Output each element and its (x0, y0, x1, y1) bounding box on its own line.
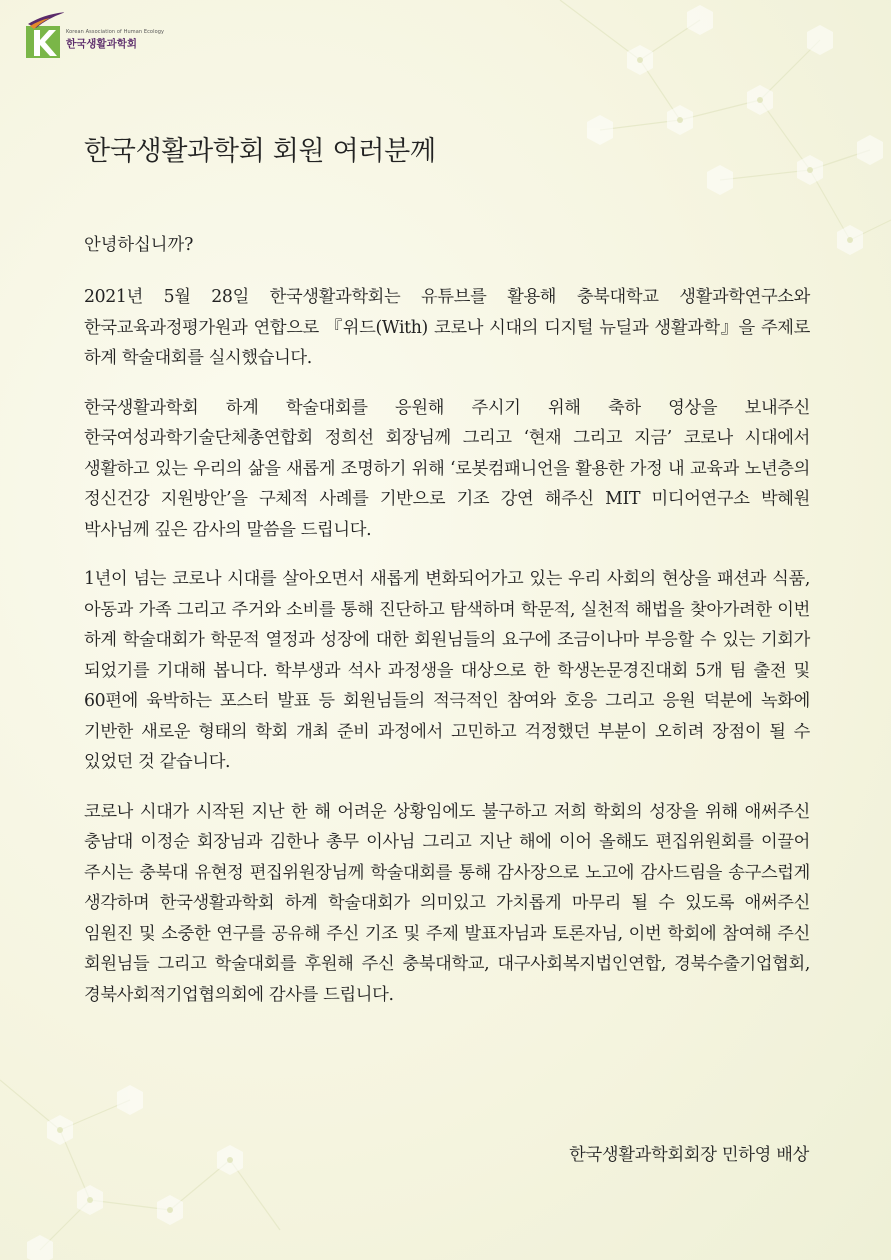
letter-body (84, 128, 810, 1029)
logo-english-name: Korean Association of Human Ecology (66, 29, 165, 35)
letter-title: 한국생활과학회 회원 여러분께 (84, 136, 436, 167)
letter-greeting: 안녕하십니까? (84, 235, 194, 255)
logo-korean-name: 한국생활과학회 (66, 38, 138, 50)
letter-paragraph: 한국생활과학회 하계 학술대회를 응원해 주시기 위해 축하 영상을 보내주신 한국여성과학기술단체총연합회 정희선 회장님께 그리고 ‘현재 그리고 지금’ 코로나 시대에서 생활하고 있는 우리의 삶을 새롭게 조명하기 위해 ‘로봇컴패니언을 활용한 가정 내 교육과 노년층의 정신건강 지원방안’을 구체적 사례를 기반으로 기조 강연 해주신 MIT 미디어연구소 박혜원 박사님께 깊은 감사의 말씀을 드립니다. (84, 397, 810, 540)
letter-signature: 한국생활과학회회장 민하영 배상 (569, 1145, 809, 1165)
society-logo (24, 12, 164, 60)
logo-k-mark-icon (24, 12, 64, 60)
letter-paragraph: 2021년 5월 28일 한국생활과학회는 유튜브를 활용해 충북대학교 생활과학연구소와 한국교육과정평가원과 연합으로 『위드(With) 코로나 시대의 디지털 뉴딜과 생활과학』을 주제로 하계 학술대회를 실시했습니다. (84, 287, 810, 368)
letter-paragraph: 코로나 시대가 시작된 지난 한 해 어려운 상황임에도 불구하고 저희 학회의 성장을 위해 애써주신 충남대 이정순 회장님과 김한나 총무 이사님 그리고 지난 해에 이어 올해도 편집위원회를 이끌어 주시는 충북대 유현정 편집위원장님께 학술대회를 통해 감사장으로 노고에 감사드림을 송구스럽게 생각하며 한국생활과학회 하계 학술대회가 의미있고 가치롭게 마무리 될 수 있도록 애써주신 임원진 및 소중한 연구를 공유해 주신 기조 및 주제 발표자님과 토론자님, 이번 학회에 참여해 주신 회원님들 그리고 학술대회를 후원해 주신 충북대학교, 대구사회복지법인연합, 경북수출기업협회, 경북사회적기업협의회에 감사를 드립니다. (84, 801, 810, 1005)
letter-paragraph: 1년이 넘는 코로나 시대를 살아오면서 새롭게 변화되어가고 있는 우리 사회의 현상을 패션과 식품, 아동과 가족 그리고 주거와 소비를 통해 진단하고 탐색하며 학문적, 실천적 해법을 찾아가려한 이번 하계 학술대회가 학문적 열정과 성장에 대한 회원님들의 요구에 조금이나마 부응할 수 있는 기회가 되었기를 기대해 봅니다. 학부생과 석사 과정생을 대상으로 한 학생논문경진대회 5개 팀 출전 및 60편에 육박하는 포스터 발표 등 회원님들의 적극적인 참여와 호응 그리고 응원 덕분에 녹화에 기반한 새로운 형태의 학회 개최 준비 과정에서 고민하고 걱정했던 부분이 오히려 장점이 될 수 있었던 것 같습니다. (84, 569, 810, 772)
